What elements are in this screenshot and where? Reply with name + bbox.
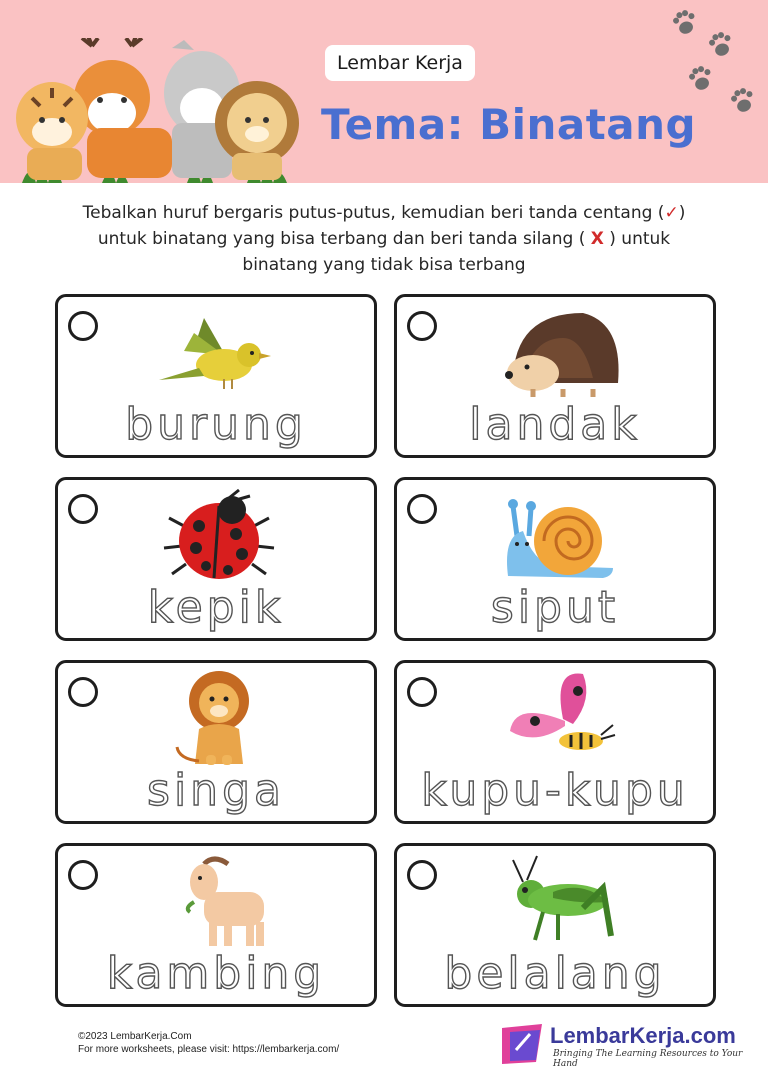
instructions (40, 200, 728, 278)
instruction-line3: binatang yang tidak bisa terbang (242, 255, 526, 275)
answer-circle[interactable] (68, 677, 98, 707)
card-siput (394, 477, 716, 641)
ladybug-icon (154, 486, 284, 586)
card-burung (55, 294, 377, 458)
hedgehog-icon (493, 303, 623, 403)
worksheet-label: Lembar Kerja (325, 45, 475, 81)
answer-circle[interactable] (407, 677, 437, 707)
bird-icon (154, 303, 284, 403)
traced-word: landak (469, 399, 641, 450)
answer-circle[interactable] (407, 860, 437, 890)
traced-word: siput (490, 582, 620, 633)
traced-word: singa (147, 765, 285, 816)
cross-mark-icon: X (590, 229, 604, 249)
logo-text[interactable]: LembarKerja.com (550, 1023, 736, 1048)
snail-icon (493, 486, 623, 586)
goat-icon (154, 852, 284, 952)
logo-tagline: Bringing The Learning Resources to Your Hand (553, 1049, 743, 1069)
traced-word: kambing (106, 948, 326, 999)
header-banner (0, 0, 768, 183)
instruction-line1-end: ) (678, 203, 686, 223)
answer-circle[interactable] (68, 311, 98, 341)
instruction-line2a: untuk binatang yang bisa terbang dan beri tanda silang ( (97, 229, 586, 249)
card-singa (55, 660, 377, 824)
answer-circle[interactable] (68, 860, 98, 890)
instruction-line2b: ) untuk (609, 229, 671, 249)
answer-circle[interactable] (68, 494, 98, 524)
answer-circle[interactable] (407, 494, 437, 524)
traced-word: kepik (147, 582, 285, 633)
card-kepik (55, 477, 377, 641)
check-mark-icon: ✓ (664, 203, 679, 223)
card-kupu-kupu (394, 660, 716, 824)
traced-word: belalang (444, 948, 666, 999)
butterfly-icon (493, 669, 623, 769)
answer-circle[interactable] (407, 311, 437, 341)
card-landak (394, 294, 716, 458)
footer-credits (78, 1030, 339, 1056)
instruction-line1: Tebalkan huruf bergaris putus-putus, kemudian beri tanda centang ( (82, 203, 665, 223)
page-title: Tema: Binatang (321, 100, 697, 149)
card-belalang (394, 843, 716, 1007)
traced-word: kupu-kupu (421, 765, 689, 816)
traced-word: burung (125, 399, 307, 450)
lion-icon (154, 669, 284, 769)
paw-prints-icon (670, 8, 768, 118)
copyright-text: ©2023 LembarKerja.Com (78, 1031, 192, 1042)
animals-illustration (12, 38, 312, 183)
card-kambing (55, 843, 377, 1007)
grasshopper-icon (493, 852, 623, 952)
visit-text: For more worksheets, please visit: https://lembarkerja.com/ (78, 1044, 340, 1055)
